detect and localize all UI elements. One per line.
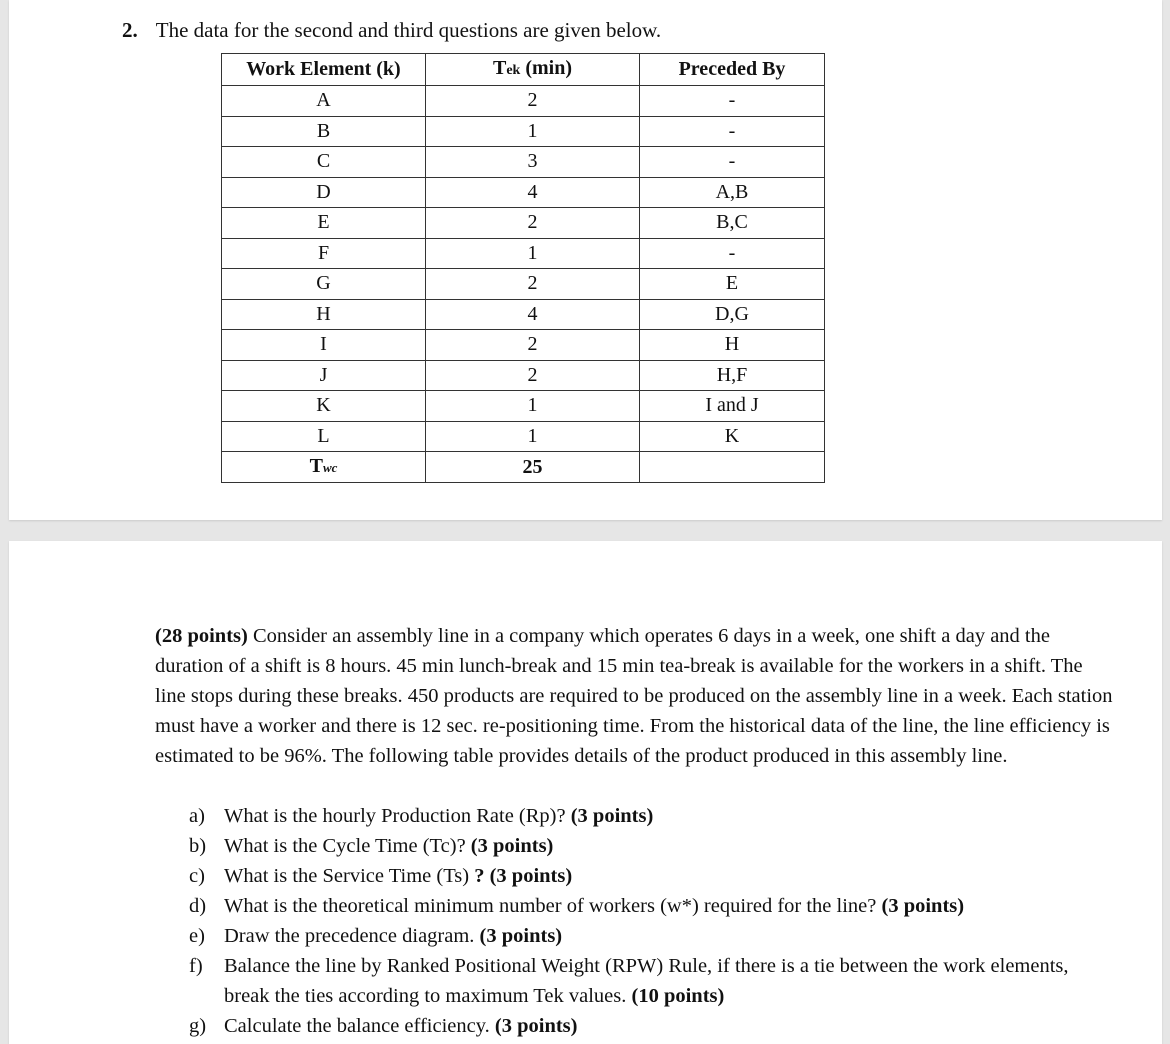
question-text: The data for the second and third questions are given below. bbox=[155, 18, 662, 42]
header-work-element: Work Element (k) bbox=[222, 54, 426, 86]
item-label: b) bbox=[189, 835, 207, 857]
page-2 bbox=[9, 541, 1162, 1044]
table-row bbox=[222, 177, 825, 208]
table-row bbox=[222, 116, 825, 147]
table-row bbox=[222, 208, 825, 239]
cell-preceded-by: H bbox=[640, 330, 825, 361]
cell-tek: 2 bbox=[426, 360, 640, 391]
question-item bbox=[155, 801, 1115, 831]
cell-tek: 1 bbox=[426, 116, 640, 147]
table-row bbox=[222, 147, 825, 178]
cell-tek: 2 bbox=[426, 208, 640, 239]
cell-tek: 1 bbox=[426, 391, 640, 422]
item-points: (3 points) bbox=[570, 805, 654, 827]
total-empty-cell bbox=[640, 452, 825, 483]
table-row bbox=[222, 269, 825, 300]
total-value: 25 bbox=[426, 452, 640, 483]
question-number: 2. bbox=[122, 18, 138, 42]
cell-work-element: G bbox=[222, 269, 426, 300]
table-body bbox=[222, 86, 825, 452]
problem-text: Consider an assembly line in a company which operates 6 days in a week, one shift a day and the duration of a shift is 8 hours. 45 min lunch-break and 15 min tea-break is available for the workers in a shift. The line stops during these breaks. 450 products are required to be produced on the assembly line in a week. Each station must have a worker and there is 12 sec. re-positioning time. From the historical data of the line, the line efficiency is estimated to be 96%. The following table provides details of the product produced in this assembly line. bbox=[155, 625, 1113, 767]
cell-work-element: J bbox=[222, 360, 426, 391]
item-text: What is the Service Time (Ts) bbox=[224, 865, 475, 887]
cell-preceded-by: B,C bbox=[640, 208, 825, 239]
item-label: c) bbox=[189, 865, 205, 887]
table-row bbox=[222, 391, 825, 422]
question-item bbox=[155, 1011, 1115, 1041]
table-total-row bbox=[222, 452, 825, 483]
cell-preceded-by: - bbox=[640, 116, 825, 147]
cell-work-element: F bbox=[222, 238, 426, 269]
total-label: Twc bbox=[222, 452, 426, 483]
item-points: (3 points) bbox=[479, 925, 563, 947]
work-element-table bbox=[221, 53, 825, 483]
item-points: (10 points) bbox=[631, 985, 725, 1007]
cell-work-element: L bbox=[222, 421, 426, 452]
table-row bbox=[222, 299, 825, 330]
cell-work-element: K bbox=[222, 391, 426, 422]
cell-work-element: D bbox=[222, 177, 426, 208]
cell-work-element: E bbox=[222, 208, 426, 239]
cell-work-element: I bbox=[222, 330, 426, 361]
question-list bbox=[155, 801, 1115, 1041]
cell-tek: 3 bbox=[426, 147, 640, 178]
table-row bbox=[222, 360, 825, 391]
question-item bbox=[155, 831, 1115, 861]
item-label: f) bbox=[189, 955, 203, 977]
cell-tek: 1 bbox=[426, 421, 640, 452]
problem-statement bbox=[155, 621, 1115, 771]
question-heading bbox=[122, 17, 661, 43]
item-label: a) bbox=[189, 805, 205, 827]
item-label: e) bbox=[189, 925, 205, 947]
cell-preceded-by: I and J bbox=[640, 391, 825, 422]
item-points: (3 points) bbox=[470, 835, 554, 857]
table-row bbox=[222, 421, 825, 452]
cell-tek: 2 bbox=[426, 269, 640, 300]
page-1 bbox=[9, 0, 1162, 520]
table-header-row bbox=[222, 54, 825, 86]
header-tek: Tek (min) bbox=[426, 54, 640, 86]
cell-preceded-by: A,B bbox=[640, 177, 825, 208]
cell-work-element: H bbox=[222, 299, 426, 330]
cell-work-element: B bbox=[222, 116, 426, 147]
cell-preceded-by: - bbox=[640, 238, 825, 269]
table-row bbox=[222, 238, 825, 269]
question-item bbox=[155, 921, 1115, 951]
table-row bbox=[222, 330, 825, 361]
cell-tek: 4 bbox=[426, 299, 640, 330]
item-points: ? (3 points) bbox=[474, 865, 573, 887]
problem-points: (28 points) bbox=[155, 625, 248, 647]
item-text: What is the theoretical minimum number of workers (w*) required for the line? bbox=[224, 895, 882, 917]
question-item bbox=[155, 951, 1115, 1011]
table-row bbox=[222, 86, 825, 117]
item-text: What is the Cycle Time (Tc)? bbox=[224, 835, 471, 857]
cell-tek: 2 bbox=[426, 86, 640, 117]
item-text: Draw the precedence diagram. bbox=[224, 925, 480, 947]
cell-preceded-by: - bbox=[640, 147, 825, 178]
cell-work-element: A bbox=[222, 86, 426, 117]
cell-preceded-by: K bbox=[640, 421, 825, 452]
cell-preceded-by: H,F bbox=[640, 360, 825, 391]
item-points: (3 points) bbox=[881, 895, 965, 917]
cell-tek: 1 bbox=[426, 238, 640, 269]
header-preceded-by: Preceded By bbox=[640, 54, 825, 86]
cell-preceded-by: - bbox=[640, 86, 825, 117]
cell-tek: 2 bbox=[426, 330, 640, 361]
item-text: Balance the line by Ranked Positional Weight (RPW) Rule, if there is a tie between the work elements, break the ties according to maximum Tek values. bbox=[224, 955, 1069, 1007]
cell-tek: 4 bbox=[426, 177, 640, 208]
question-item bbox=[155, 861, 1115, 891]
question-item bbox=[155, 891, 1115, 921]
item-label: d) bbox=[189, 895, 207, 917]
cell-work-element: C bbox=[222, 147, 426, 178]
item-text: What is the hourly Production Rate (Rp)? bbox=[224, 805, 571, 827]
item-label: g) bbox=[189, 1015, 207, 1037]
item-text: Calculate the balance efficiency. bbox=[224, 1015, 495, 1037]
item-points: (3 points) bbox=[494, 1015, 578, 1037]
cell-preceded-by: E bbox=[640, 269, 825, 300]
cell-preceded-by: D,G bbox=[640, 299, 825, 330]
